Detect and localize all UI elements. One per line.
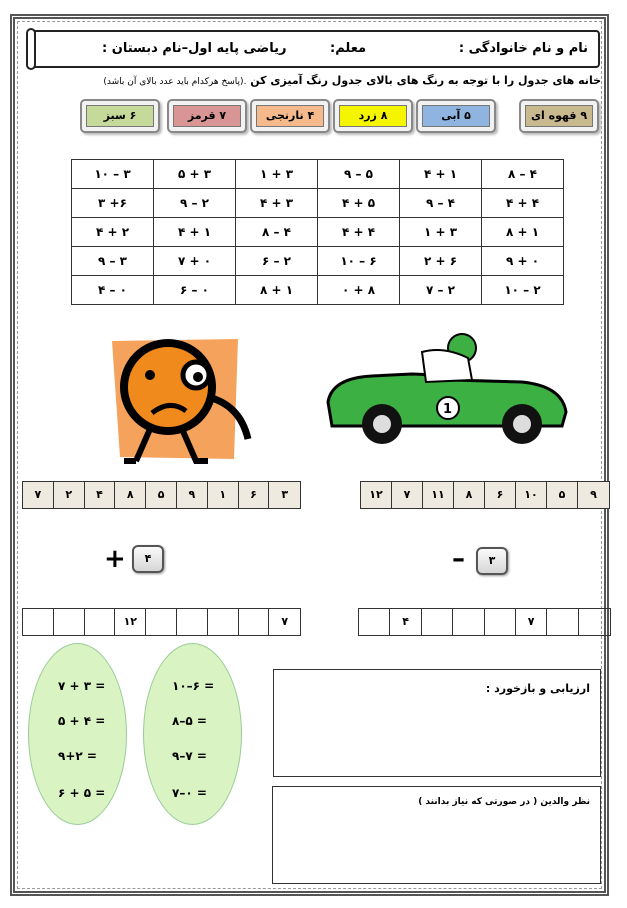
number-cell: ۸ (454, 482, 485, 508)
answer-cell[interactable] (547, 609, 578, 635)
parents-comment-box (272, 786, 601, 884)
color-key-item (250, 99, 330, 133)
color-key-label: ۷ قرمز (173, 105, 241, 127)
color-key-item (333, 99, 413, 133)
number-cell: ۵ (146, 482, 177, 508)
answer-cell[interactable]: ۴ (390, 609, 421, 635)
face-character-illustration (100, 335, 260, 465)
equation-text: ۱۰–۶ = (172, 679, 215, 693)
grid-cell[interactable]: ۱۰ – ۲ (482, 276, 564, 305)
equation-text: ۸–۵ = (172, 714, 207, 728)
grid-cell[interactable]: ۸ + ۱ (236, 276, 318, 305)
grid-cell[interactable]: ۸ – ۴ (482, 160, 564, 189)
number-cell: ۹ (578, 482, 609, 508)
number-cell: ۸ (115, 482, 146, 508)
number-cell: ۵ (547, 482, 578, 508)
number-cell: ۷ (392, 482, 423, 508)
grid-cell[interactable]: ۹ – ۵ (318, 160, 400, 189)
grid-cell[interactable]: ۱۰ – ۳ (72, 160, 154, 189)
grid-row (72, 160, 564, 189)
answer-cell[interactable] (54, 609, 85, 635)
right-answer-strip (358, 608, 611, 636)
number-cell: ۱۲ (361, 482, 392, 508)
answer-cell[interactable] (146, 609, 177, 635)
grid-cell[interactable]: ۲ + ۶ (400, 247, 482, 276)
answer-cell[interactable] (485, 609, 516, 635)
grid-cell[interactable]: ۱ + ۳ (400, 218, 482, 247)
parents-title: نظر والدین ( در صورتی که نیاز بدانند ) (418, 797, 590, 807)
plus-operand-button[interactable]: ۴ (132, 545, 164, 573)
answer-cell[interactable] (208, 609, 239, 635)
color-key-label: ۶ سبز (86, 105, 154, 127)
number-cell: ۱ (208, 482, 239, 508)
number-cell: ۳ (269, 482, 300, 508)
equation-text: ۹+۲ = (58, 749, 97, 763)
number-cell: ۹ (177, 482, 208, 508)
answer-cell[interactable] (359, 609, 390, 635)
answer-cell[interactable]: ۱۲ (115, 609, 146, 635)
grid-row (72, 247, 564, 276)
grid-cell[interactable]: ۶ – ۲ (236, 247, 318, 276)
grid-cell[interactable]: ۱ + ۳ (236, 160, 318, 189)
grid-cell[interactable]: ۹ – ۴ (400, 189, 482, 218)
color-key-item (167, 99, 247, 133)
color-key-label: ۴ نارنجی (256, 105, 324, 127)
grid-cell[interactable]: ۰ + ۸ (318, 276, 400, 305)
grid-row (72, 189, 564, 218)
evaluation-box (273, 669, 601, 777)
instruction-main: خانه های جدول را با توجه به رنگ های بالای جدول رنگ آمیزی کن (250, 74, 601, 87)
number-cell: ۶ (485, 482, 516, 508)
teacher-label: معلم: (330, 41, 367, 56)
car-number-glyph: 1 (443, 402, 453, 417)
grid-cell[interactable]: ۸ – ۴ (236, 218, 318, 247)
answer-cell[interactable] (453, 609, 484, 635)
student-name-label: نام و نام خانوادگی : (458, 41, 588, 56)
answer-cell[interactable] (85, 609, 116, 635)
coloring-grid (71, 159, 564, 305)
number-cell: ۷ (23, 482, 54, 508)
number-cell: ۶ (239, 482, 270, 508)
color-key-label: ۹ قهوه ای (525, 105, 593, 127)
color-key-item (519, 99, 599, 133)
header-scroll-cap (26, 28, 36, 70)
number-cell: ۱۰ (516, 482, 547, 508)
grid-cell[interactable]: ۴ + ۳ (236, 189, 318, 218)
grid-cell[interactable]: ۴ + ۴ (318, 218, 400, 247)
equation-text: ۹–۷ = (172, 749, 207, 763)
equation-text: ۵ + ۴ = (58, 714, 106, 728)
subject-school-label: ریاضی پایه اول–نام دبستان : (102, 41, 287, 56)
minus-sign: – (452, 544, 465, 574)
answer-cell[interactable]: ۷ (516, 609, 547, 635)
grid-cell[interactable]: ۹ + ۰ (482, 247, 564, 276)
number-cell: ۱۱ (423, 482, 454, 508)
grid-cell[interactable]: ۴ + ۲ (72, 218, 154, 247)
plus-sign: + (104, 544, 126, 574)
instruction-note: .(پاسخ هرکدام باید عدد بالای آن باشد) (103, 77, 247, 87)
grid-cell[interactable]: ۴ + ۱ (154, 218, 236, 247)
grid-cell[interactable]: ۴ – ۰ (72, 276, 154, 305)
color-key-label: ۸ زرد (339, 105, 407, 127)
equation-text: ۶ + ۵ = (58, 786, 106, 800)
evaluation-title: ارزیابی و بازخورد : (485, 682, 590, 695)
answer-cell[interactable]: ۷ (281, 615, 289, 628)
instruction-text (103, 74, 601, 87)
grid-cell[interactable]: ۱۰ – ۶ (318, 247, 400, 276)
grid-cell[interactable]: ۹ – ۲ (154, 189, 236, 218)
equation-text: ۷ + ۳ = (58, 679, 106, 693)
header-box (30, 30, 600, 68)
grid-cell[interactable]: ۸ + ۱ (482, 218, 564, 247)
answer-cell[interactable] (422, 609, 453, 635)
grid-cell[interactable]: ۳ +۶ (72, 189, 154, 218)
grid-cell[interactable]: ۵ + ۳ (154, 160, 236, 189)
race-car-illustration (322, 330, 570, 450)
answer-cell[interactable] (579, 609, 610, 635)
grid-row (72, 218, 564, 247)
equation-text: ۷–۰ = (172, 786, 207, 800)
grid-cell[interactable]: ۴ + ۱ (400, 160, 482, 189)
grid-row (72, 276, 564, 305)
grid-cell[interactable]: ۷ – ۲ (400, 276, 482, 305)
number-cell: ۲ (54, 482, 85, 508)
color-key-item (80, 99, 160, 133)
grid-cell[interactable]: ۴ + ۵ (318, 189, 400, 218)
minus-operand-button[interactable]: ۳ (476, 547, 508, 575)
rear-hub (373, 415, 391, 433)
answer-cell[interactable] (239, 609, 270, 635)
grid-cell[interactable]: ۴ + ۴ (482, 189, 564, 218)
left-answer-strip (22, 608, 301, 636)
left-eye (145, 370, 155, 380)
number-cell: ۴ (85, 482, 116, 508)
front-hub (513, 415, 531, 433)
left-number-strip (22, 481, 301, 509)
color-key-item (416, 99, 496, 133)
answer-cell[interactable] (23, 609, 54, 635)
right-pupil (193, 372, 203, 382)
right-number-strip (360, 481, 610, 509)
color-key-label: ۵ آبی (422, 105, 490, 127)
grid-cell[interactable]: ۷ + ۰ (154, 247, 236, 276)
answer-cell[interactable] (177, 609, 208, 635)
grid-cell[interactable]: ۶ – ۰ (154, 276, 236, 305)
grid-cell[interactable]: ۹ – ۳ (72, 247, 154, 276)
